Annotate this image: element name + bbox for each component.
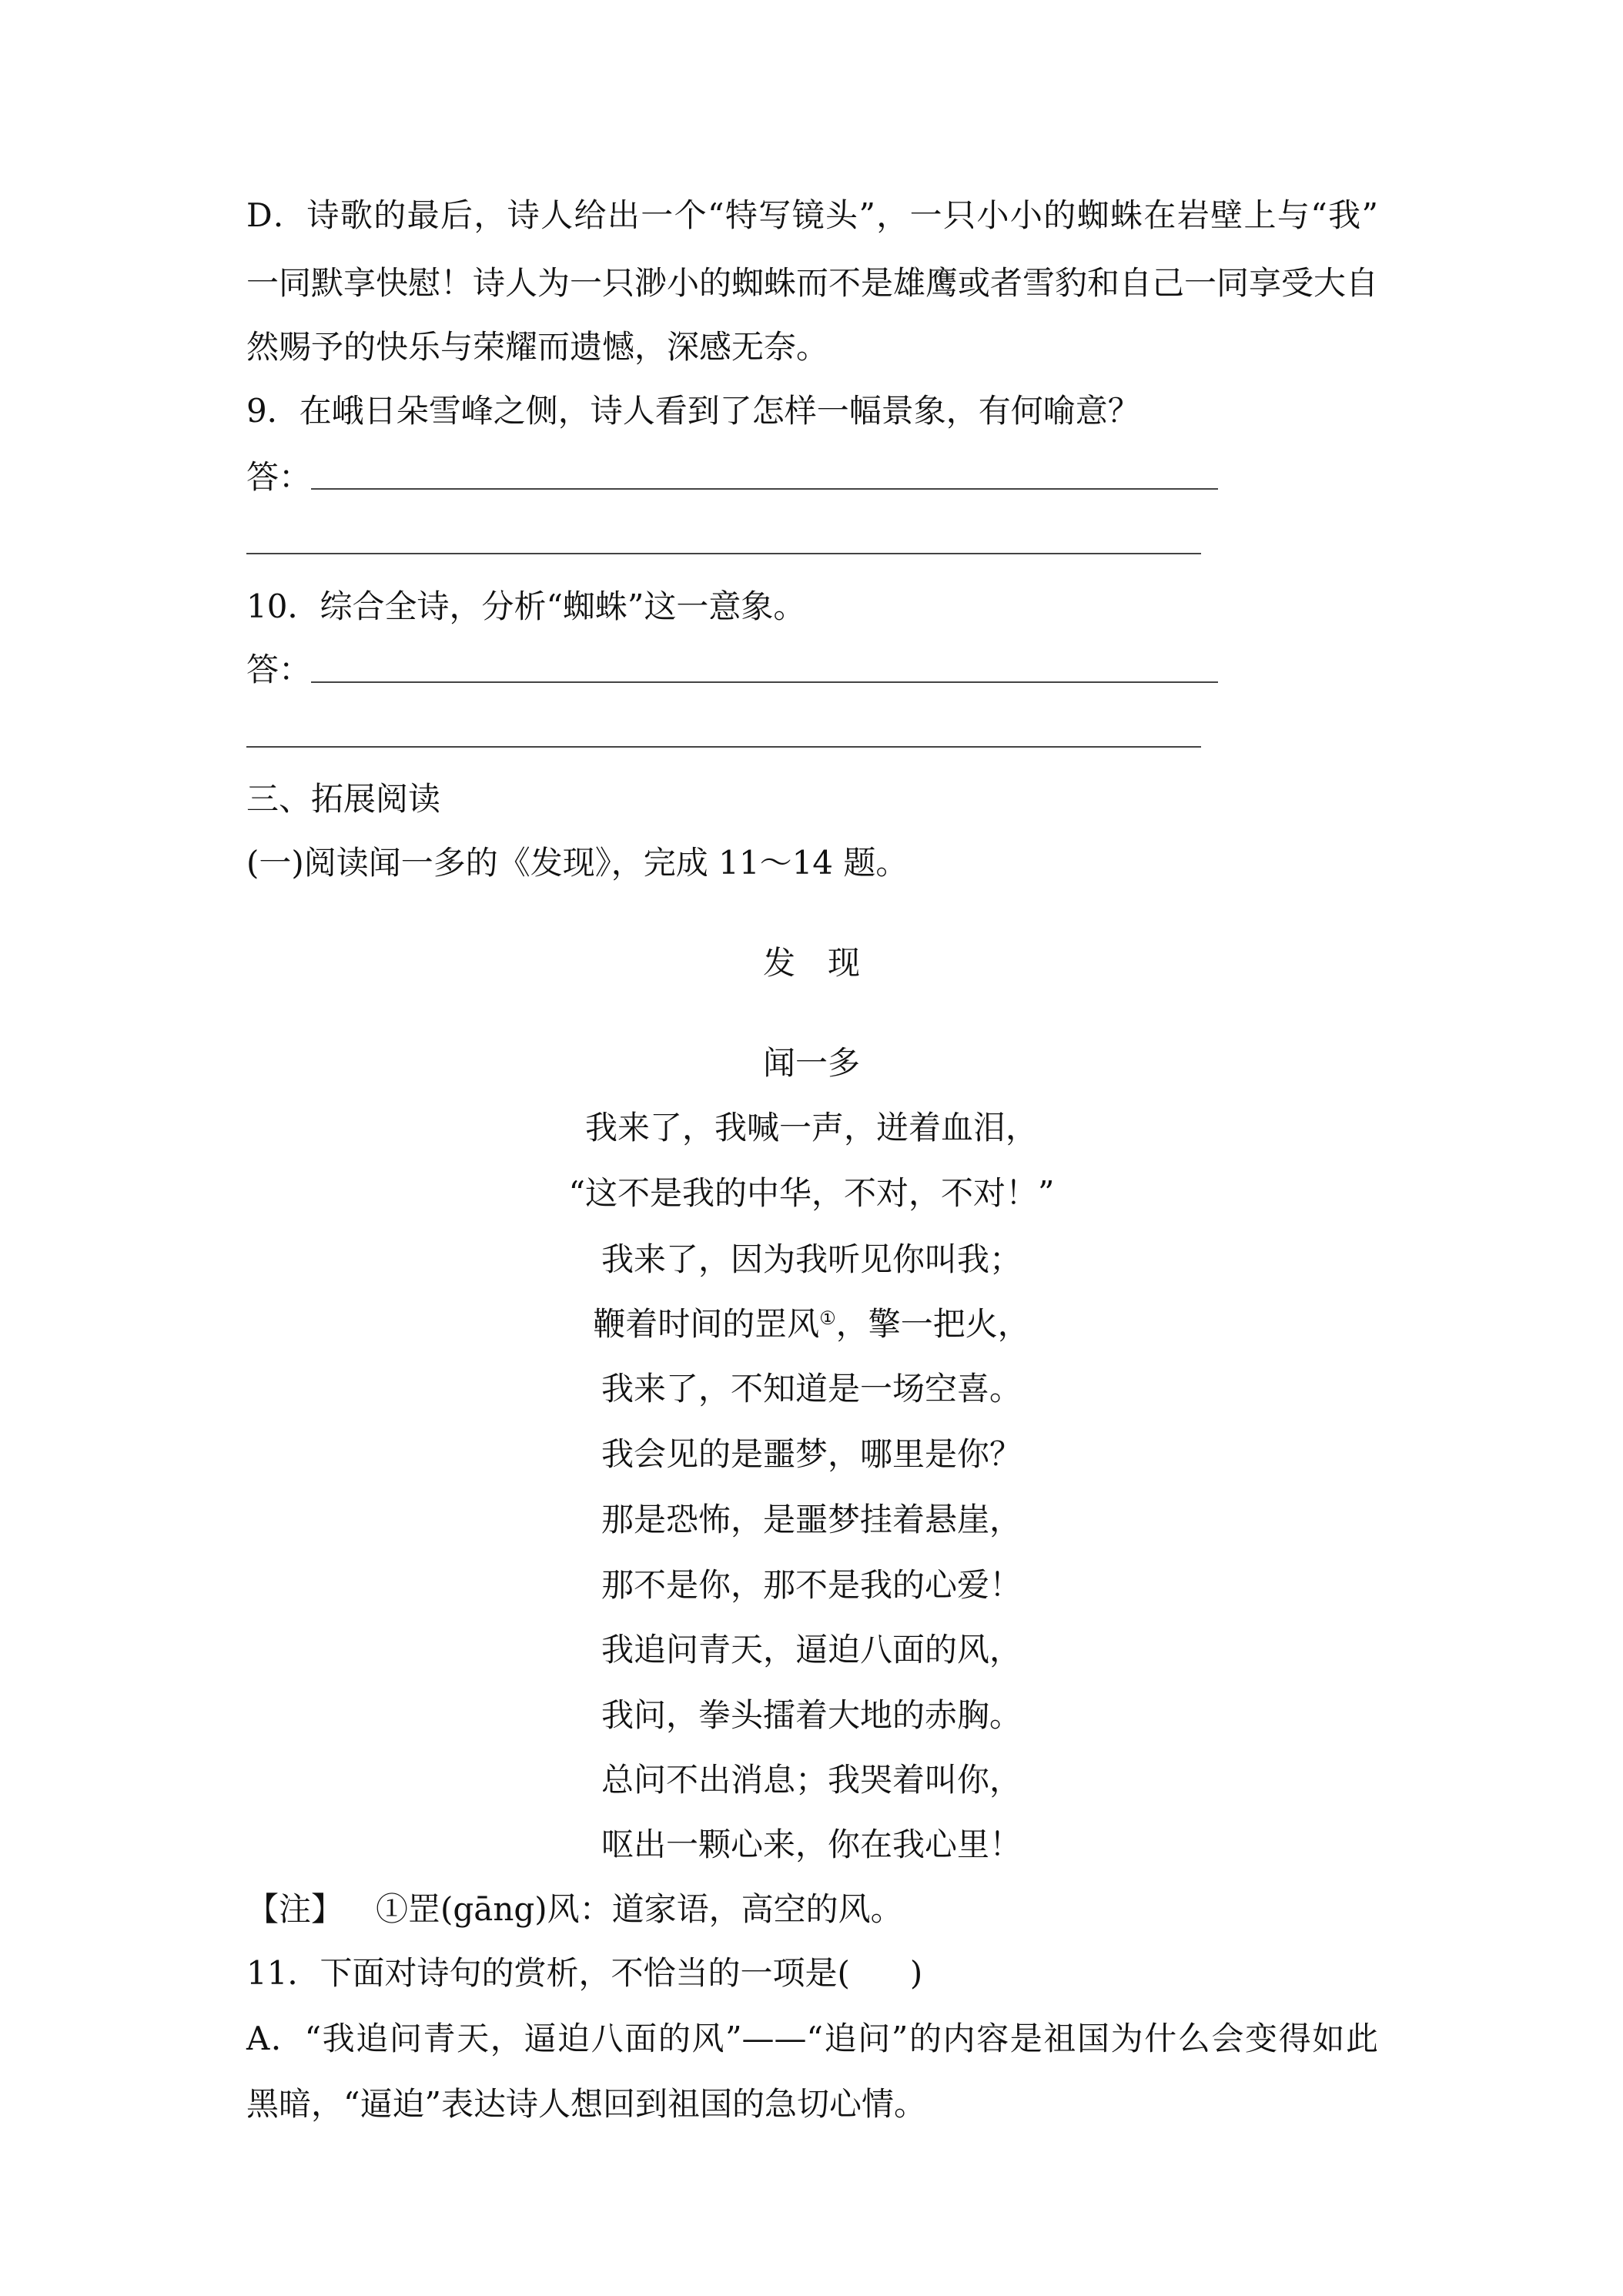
poem-line: 我问，拳头擂着大地的赤胸。 (601, 1696, 1022, 1734)
answer-label-9: 答： (246, 458, 312, 496)
poem-line: 总问不出消息；我哭着叫你， (601, 1761, 1022, 1799)
answer-line-9b[interactable] (246, 553, 1201, 554)
poem-line-text: ，擎一把火， (835, 1305, 1030, 1343)
poem-line: 我追问青天，逼迫八面的风， (601, 1631, 1022, 1668)
option-d-line-3: 然赐予的快乐与荣耀而遗憾，深感无奈。 (246, 328, 829, 366)
section-heading: 三、拓展阅读 (246, 780, 441, 818)
answer-line-9a[interactable] (311, 488, 1218, 490)
poem-line: 呕出一颗心来，你在我心里！ (601, 1826, 1022, 1863)
section-intro: (一)阅读闻一多的《发现》，完成 11～14 题。 (246, 844, 909, 882)
poem-line-text: 鞭着时间的罡风 (593, 1305, 820, 1343)
poem-title: 发 现 (762, 944, 860, 982)
option-d-line-2: 一同默享快慰！诗人为一只渺小的蜘蛛而不是雄鹰或者雪豹和自己一同享受大自 (246, 264, 1379, 302)
poem-line: 我来了，不知道是一场空喜。 (601, 1370, 1022, 1407)
poem-line (0, 1303, 1623, 1346)
question-11 (246, 1952, 922, 1995)
answer-label-10: 答： (246, 651, 312, 688)
question-11-paren: ) (909, 1954, 923, 1992)
note-label: 【注】 (246, 1890, 344, 1928)
poem-line: 我来了，我喊一声，迸着血泪， (584, 1109, 1038, 1146)
answer-line-10a[interactable] (311, 681, 1218, 683)
answer-line-10b[interactable] (246, 746, 1201, 748)
poem-note (246, 1888, 903, 1931)
poem-line: 我会见的是噩梦，哪里是你？ (601, 1435, 1022, 1473)
poem-line: 那是恐怖，是噩梦挂着悬崖， (601, 1501, 1022, 1538)
question-10: 10．综合全诗，分析“蜘蛛”这一意象。 (246, 587, 806, 625)
poem-line: “这不是我的中华，不对，不对！” (568, 1174, 1055, 1212)
poem-line: 那不是你，那不是我的心爱！ (601, 1566, 1022, 1604)
poem-line: 我来了，因为我听见你叫我； (601, 1240, 1022, 1278)
option-d-line-1: D．诗歌的最后，诗人给出一个“特写镜头”，一只小小的蜘蛛在岩壁上与“我” (246, 196, 1378, 234)
footnote-marker: ① (819, 1307, 836, 1329)
poem-author: 闻一多 (762, 1044, 860, 1082)
question-11-text: 11．下面对诗句的赏析，不恰当的一项是( (246, 1954, 850, 1992)
option-a-line-2: 黑暗，“逼迫”表达诗人想回到祖国的急切心情。 (246, 2085, 926, 2123)
note-text: ①罡(gāng)风：道家语，高空的风。 (376, 1890, 903, 1928)
question-9: 9．在峨日朵雪峰之侧，诗人看到了怎样一幅景象，有何喻意？ (246, 392, 1140, 430)
option-a-line-1: A．“我追问青天，逼迫八面的风”——“追问”的内容是祖国为什么会变得如此 (246, 2020, 1378, 2057)
answer-blank-11[interactable] (850, 1953, 910, 1989)
